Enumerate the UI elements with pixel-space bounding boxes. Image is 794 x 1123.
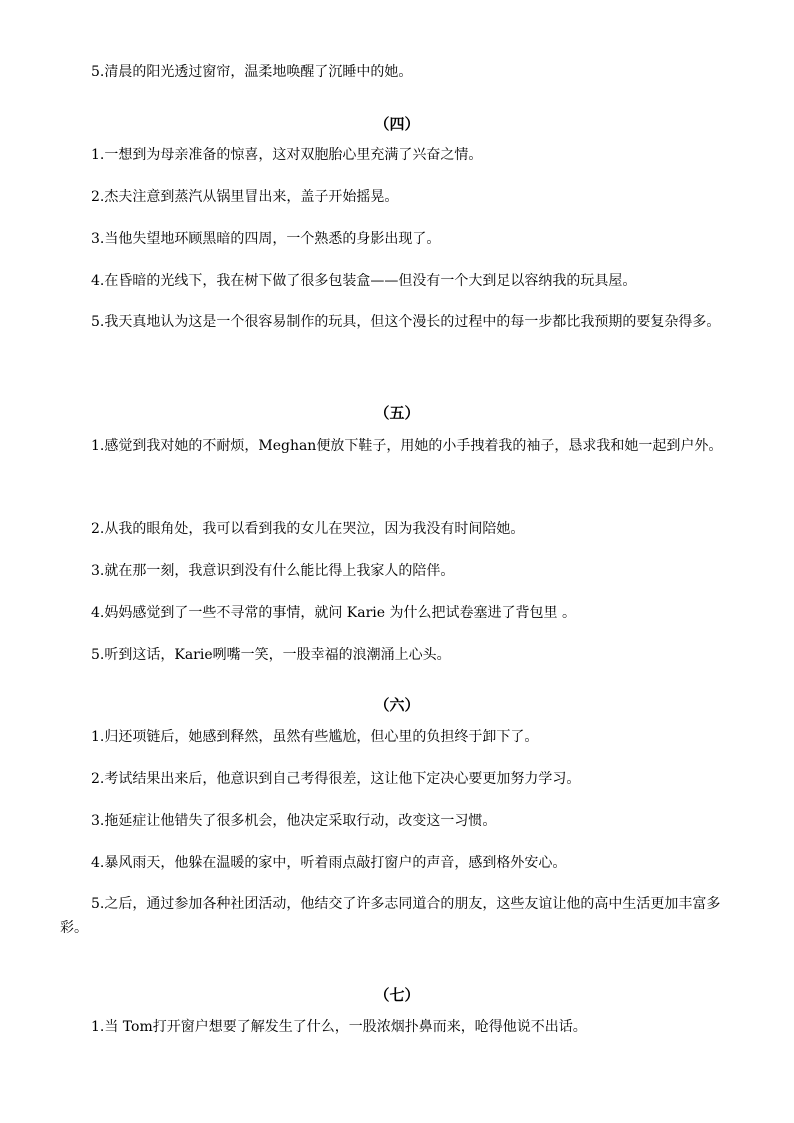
section-heading: （六）	[374, 696, 420, 714]
sentence-item: 5.我天真地认为这是一个很容易制作的玩具，但这个漫长的过程中的每一步都比我预期的要复杂得多。	[91, 314, 721, 330]
section-heading: （七）	[374, 986, 420, 1004]
sentence-item: 2.从我的眼角处，我可以看到我的女儿在哭泣，因为我没有时间陪她。	[91, 521, 525, 537]
section-heading: （五）	[374, 404, 420, 422]
sentence-item: 3.当他失望地环顾黑暗的四周，一个熟悉的身影出现了。	[91, 231, 441, 247]
sentence-item: 3.就在那一刻，我意识到没有什么能比得上我家人的陪伴。	[91, 563, 455, 579]
sentence-item: 1.归还项链后，她感到释然，虽然有些尴尬，但心里的负担终于卸下了。	[91, 729, 539, 745]
sentence-item: 2.考试结果出来后，他意识到自己考得很差，这让他下定决心要更加努力学习。	[91, 771, 581, 787]
sentence-item: 5.之后，通过参加各种社团活动，他结交了许多志同道合的朋友，这些友谊让他的高中生活更加丰富多彩。	[60, 896, 721, 936]
sentence-item: 5.清晨的阳光透过窗帘，温柔地唤醒了沉睡中的她。	[91, 64, 413, 80]
sentence-item: 1.当 Tom打开窗户想要了解发生了什么，一股浓烟扑鼻而来，呛得他说不出话。	[91, 1019, 587, 1035]
sentence-item: 4.妈妈感觉到了一些不寻常的事情，就问 Karie 为什么把试卷塞进了背包里 。	[91, 605, 576, 621]
sentence-item: 5.听到这话，Karie咧嘴一笑，一股幸福的浪潮涌上心头。	[91, 647, 451, 663]
sentence-item: 1.感觉到我对她的不耐烦，Meghan便放下鞋子，用她的小手拽着我的袖子，恳求我和她一起到户外。	[91, 438, 723, 454]
sentence-item: 1.一想到为母亲准备的惊喜，这对双胞胎心里充满了兴奋之情。	[91, 147, 483, 163]
sentence-item: 2.杰夫注意到蒸汽从锅里冒出来，盖子开始摇晃。	[91, 189, 399, 205]
sentence-item: 4.暴风雨天，他躲在温暖的家中，听着雨点敲打窗户的声音，感到格外安心。	[91, 855, 567, 871]
sentence-item: 4.在昏暗的光线下，我在树下做了很多包装盒——但没有一个大到足以容纳我的玩具屋。	[91, 273, 637, 289]
section-heading: （四）	[374, 115, 420, 133]
sentence-item: 3.拖延症让他错失了很多机会，他决定采取行动，改变这一习惯。	[91, 813, 497, 829]
